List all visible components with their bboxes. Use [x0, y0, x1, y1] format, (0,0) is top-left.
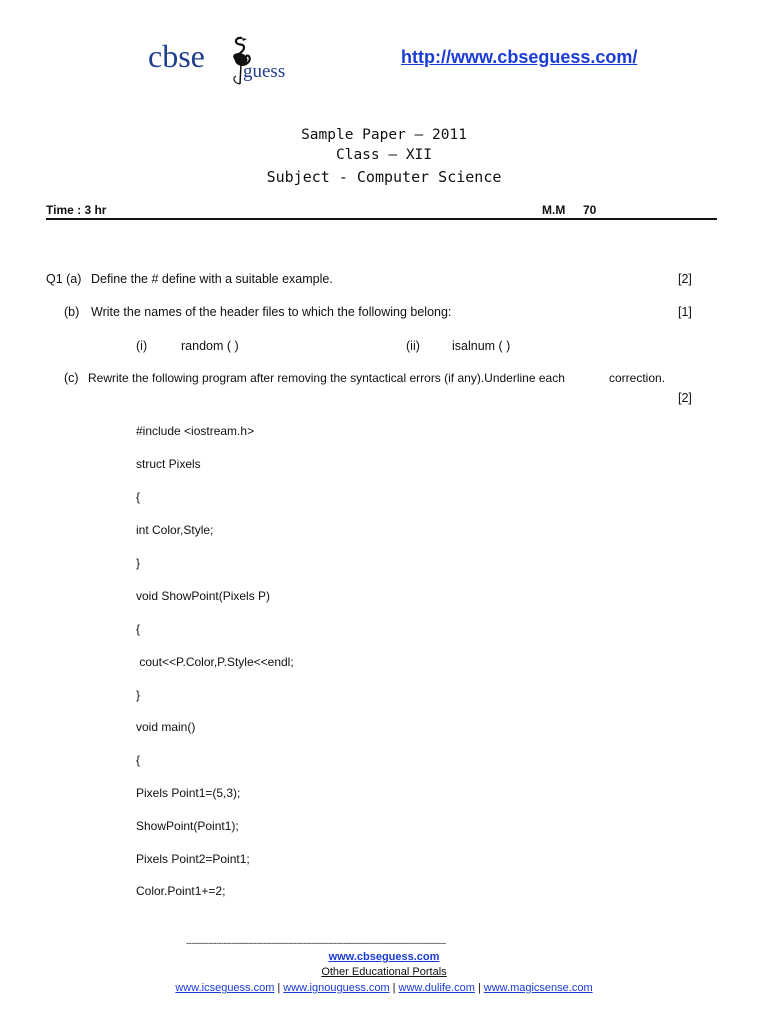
paper-title: Sample Paper – 2011 — [301, 127, 467, 143]
q1a-marks: [2] — [678, 272, 692, 286]
footer-divider: -------------------------------------------------------------------------------------------------------- — [186, 938, 446, 948]
footer-link-ignouguess[interactable]: www.ignouguess.com — [283, 982, 390, 994]
code-line: cout<<P.Color,P.Style<<endl; — [136, 655, 294, 669]
code-line: } — [136, 688, 141, 702]
code-line: ShowPoint(Point1); — [136, 819, 239, 833]
footer-portals-label: Other Educational Portals — [321, 966, 447, 978]
q1a-number: Q1 (a) — [46, 272, 82, 286]
footer-links — [0, 982, 768, 994]
footer-separator: | — [392, 982, 396, 994]
q1b-i-number: (i) — [136, 339, 148, 353]
code-line: Pixels Point2=Point1; — [136, 852, 250, 866]
code-line: #include <iostream.h> — [136, 424, 255, 438]
q1b-marks: [1] — [678, 305, 692, 319]
q1b-text: Write the names of the header files to which the following belong: — [91, 305, 452, 319]
footer-separator: | — [477, 982, 481, 994]
code-line: Color.Point1+=2; — [136, 884, 226, 898]
subject-title: Subject - Computer Science — [266, 168, 502, 186]
header-divider — [46, 218, 717, 220]
code-line: { — [136, 490, 141, 504]
q1c-number: (c) — [64, 371, 79, 385]
footer-link-icseguess[interactable]: www.icseguess.com — [175, 982, 275, 994]
time-label: Time : 3 hr — [46, 203, 107, 217]
site-url-link[interactable]: http://www.cbseguess.com/ — [401, 47, 638, 67]
code-line: Pixels Point1=(5,3); — [136, 786, 241, 800]
code-line: { — [136, 622, 141, 636]
logo-cbse-text: cbse — [148, 38, 205, 74]
max-marks-value: 70 — [583, 203, 597, 217]
code-line: int Color,Style; — [136, 523, 214, 537]
footer-site-link[interactable]: www.cbseguess.com — [328, 951, 440, 963]
q1c-marks: [2] — [678, 391, 692, 405]
q1b-number: (b) — [64, 305, 80, 319]
footer-link-magicsense[interactable]: www.magicsense.com — [483, 982, 593, 994]
footer-separator: | — [277, 982, 281, 994]
code-line: struct Pixels — [136, 457, 201, 471]
q1b-ii-text: isalnum ( ) — [452, 339, 511, 353]
code-line: void ShowPoint(Pixels P) — [136, 589, 271, 603]
class-title: Class – XII — [335, 147, 433, 163]
q1a-text: Define the # define with a suitable example. — [91, 272, 333, 286]
code-line: void main() — [136, 720, 196, 734]
q1b-ii-number: (ii) — [406, 339, 420, 353]
footer-link-dulife[interactable]: www.dulife.com — [398, 982, 475, 994]
q1c-text-continued: correction. — [609, 371, 666, 385]
max-marks-label: M.M — [542, 203, 566, 217]
logo-guess-text: guess — [243, 61, 286, 82]
q1c-text: Rewrite the following program after removing the syntactical errors (if any).Underline each — [88, 371, 565, 385]
q1b-i-text: random ( ) — [181, 339, 239, 353]
code-line: { — [136, 753, 141, 767]
code-line: } — [136, 556, 141, 570]
